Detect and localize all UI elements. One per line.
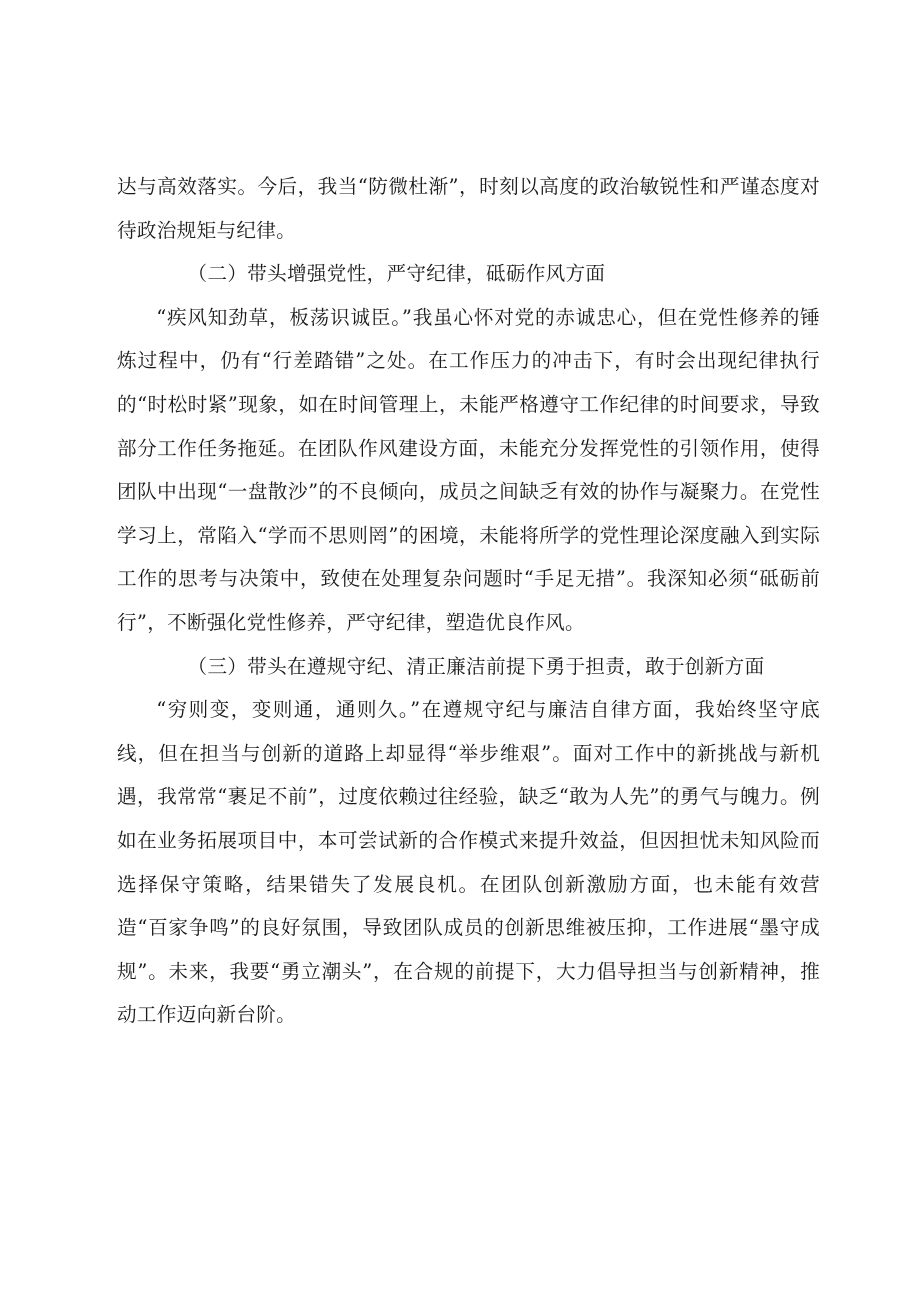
section-heading-3: （三）带头在遵规守纪、清正廉洁前提下勇于担责，敢于创新方面 [187, 654, 765, 678]
document-body [117, 165, 820, 1037]
paragraph-section-2: “疾风知劲草，板荡识诚臣。”我虽心怀对党的赤诚忠心，但在党性修养的锤炼过程中，仍有“行差踏错”之处。在工作压力的冲击下，有时会出现纪律执行的“时松时紧”现象，如在时间管理上，未能严格遵守工作纪律的时间要求，导致部分工作任务拖延。在团队作风建设方面，未能充分发挥党性的引领作用，使得团队中出现“一盘散沙”的不良倾向，成员之间缺乏有效的协作与凝聚力。在党性学习上，常陷入“学而不思则罔”的困境，未能将所学的党性理论深度融入到实际工作的思考与决策中，致使在处理复杂问题时“手足无措”。我深知必须“砥砺前行”，不断强化党性修养，严守纪律，塑造优良作风。 [117, 305, 820, 634]
section-heading-2: （二）带头增强党性，严守纪律，砥砺作风方面 [187, 262, 606, 286]
paragraph-continuation: 达与高效落实。今后，我当“防微杜渐”，时刻以高度的政治敏锐性和严谨态度对待政治规矩与纪律。 [117, 175, 820, 242]
paragraph-section-3: “穷则变，变则通，通则久。”在遵规守纪与廉洁自律方面，我始终坚守底线，但在担当与创新的道路上却显得“举步维艰”。面对工作中的新挑战与新机遇，我常常“裹足不前”，过度依赖过往经验，缺乏“敢为人先”的勇气与魄力。例如在业务拓展项目中，本可尝试新的合作模式来提升效益，但因担忧未知风险而选择保守策略，结果错失了发展良机。在团队创新激励方面，也未能有效营造“百家争鸣”的良好氛围，导致团队成员的创新思维被压抑，工作进展“墨守成规”。未来，我要“勇立潮头”，在合规的前提下，大力倡导担当与创新精神，推动工作迈向新台阶。 [117, 698, 820, 1027]
